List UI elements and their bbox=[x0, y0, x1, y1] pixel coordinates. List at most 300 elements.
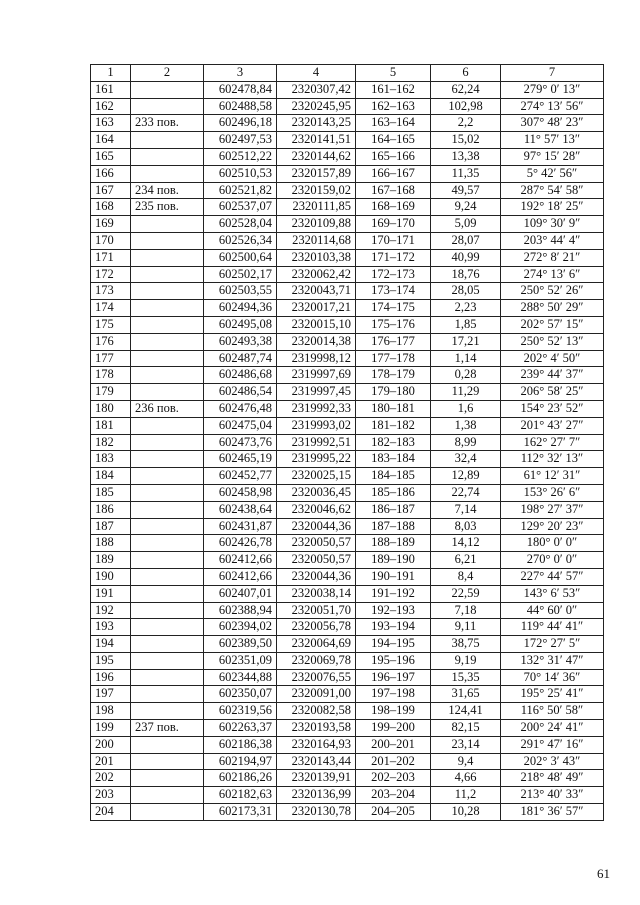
y-coordinate-cell: 2320069,78 bbox=[277, 652, 356, 669]
bearing-cell: 198° 27′ 37″ bbox=[501, 501, 604, 518]
length-cell: 18,76 bbox=[431, 266, 501, 283]
y-coordinate-cell: 2320015,10 bbox=[277, 316, 356, 333]
table-row bbox=[91, 619, 604, 636]
point-number-cell: 179 bbox=[91, 384, 131, 401]
table-row bbox=[91, 350, 604, 367]
bearing-cell: 143° 6′ 53″ bbox=[501, 585, 604, 602]
y-coordinate-cell: 2320109,88 bbox=[277, 216, 356, 233]
length-cell: 22,59 bbox=[431, 585, 501, 602]
turn-label-cell bbox=[131, 148, 204, 165]
length-cell: 11,35 bbox=[431, 165, 501, 182]
table-row bbox=[91, 804, 604, 821]
turn-label-cell bbox=[131, 552, 204, 569]
x-coordinate-cell: 602528,04 bbox=[204, 216, 277, 233]
bearing-cell: 112° 32′ 13″ bbox=[501, 451, 604, 468]
y-coordinate-cell: 2319998,12 bbox=[277, 350, 356, 367]
point-number-cell: 171 bbox=[91, 249, 131, 266]
y-coordinate-cell: 2320103,38 bbox=[277, 249, 356, 266]
segment-cell: 170–171 bbox=[356, 232, 431, 249]
segment-cell: 173–174 bbox=[356, 283, 431, 300]
length-cell: 6,21 bbox=[431, 552, 501, 569]
table-row bbox=[91, 266, 604, 283]
segment-cell: 165–166 bbox=[356, 148, 431, 165]
y-coordinate-cell: 2320143,44 bbox=[277, 753, 356, 770]
length-cell: 31,65 bbox=[431, 686, 501, 703]
segment-cell: 161–162 bbox=[356, 81, 431, 98]
table-row bbox=[91, 669, 604, 686]
table-row bbox=[91, 232, 604, 249]
table-row bbox=[91, 501, 604, 518]
table-row bbox=[91, 165, 604, 182]
x-coordinate-cell: 602465,19 bbox=[204, 451, 277, 468]
bearing-cell: 206° 58′ 25″ bbox=[501, 384, 604, 401]
table-row bbox=[91, 316, 604, 333]
y-coordinate-cell: 2319992,51 bbox=[277, 434, 356, 451]
x-coordinate-cell: 602487,74 bbox=[204, 350, 277, 367]
x-coordinate-cell: 602194,97 bbox=[204, 753, 277, 770]
table-row bbox=[91, 602, 604, 619]
bearing-cell: 116° 50′ 58″ bbox=[501, 703, 604, 720]
turn-label-cell bbox=[131, 652, 204, 669]
point-number-cell: 185 bbox=[91, 484, 131, 501]
turn-label-cell bbox=[131, 367, 204, 384]
length-cell: 12,89 bbox=[431, 468, 501, 485]
point-number-cell: 191 bbox=[91, 585, 131, 602]
point-number-cell: 193 bbox=[91, 619, 131, 636]
x-coordinate-cell: 602495,08 bbox=[204, 316, 277, 333]
length-cell: 2,2 bbox=[431, 115, 501, 132]
bearing-cell: 61° 12′ 31″ bbox=[501, 468, 604, 485]
point-number-cell: 196 bbox=[91, 669, 131, 686]
bearing-cell: 274° 13′ 56″ bbox=[501, 98, 604, 115]
length-cell: 17,21 bbox=[431, 333, 501, 350]
column-header: 5 bbox=[356, 65, 431, 82]
turn-label-cell bbox=[131, 232, 204, 249]
table-row bbox=[91, 216, 604, 233]
segment-cell: 186–187 bbox=[356, 501, 431, 518]
y-coordinate-cell: 2320141,51 bbox=[277, 132, 356, 149]
length-cell: 32,4 bbox=[431, 451, 501, 468]
x-coordinate-cell: 602388,94 bbox=[204, 602, 277, 619]
bearing-cell: 172° 27′ 5″ bbox=[501, 636, 604, 653]
point-number-cell: 176 bbox=[91, 333, 131, 350]
turn-label-cell bbox=[131, 98, 204, 115]
table-row bbox=[91, 703, 604, 720]
x-coordinate-cell: 602510,53 bbox=[204, 165, 277, 182]
length-cell: 82,15 bbox=[431, 720, 501, 737]
x-coordinate-cell: 602496,18 bbox=[204, 115, 277, 132]
segment-cell: 201–202 bbox=[356, 753, 431, 770]
segment-cell: 197–198 bbox=[356, 686, 431, 703]
turn-label-cell bbox=[131, 165, 204, 182]
table-row bbox=[91, 518, 604, 535]
table-row bbox=[91, 585, 604, 602]
y-coordinate-cell: 2320043,71 bbox=[277, 283, 356, 300]
turn-label-cell bbox=[131, 468, 204, 485]
point-number-cell: 189 bbox=[91, 552, 131, 569]
length-cell: 22,74 bbox=[431, 484, 501, 501]
table-row bbox=[91, 770, 604, 787]
column-header: 6 bbox=[431, 65, 501, 82]
x-coordinate-cell: 602503,55 bbox=[204, 283, 277, 300]
y-coordinate-cell: 2320130,78 bbox=[277, 804, 356, 821]
length-cell: 7,18 bbox=[431, 602, 501, 619]
segment-cell: 162–163 bbox=[356, 98, 431, 115]
y-coordinate-cell: 2320044,36 bbox=[277, 568, 356, 585]
y-coordinate-cell: 2320157,89 bbox=[277, 165, 356, 182]
table-row bbox=[91, 199, 604, 216]
turn-label-cell bbox=[131, 81, 204, 98]
x-coordinate-cell: 602186,26 bbox=[204, 770, 277, 787]
segment-cell: 196–197 bbox=[356, 669, 431, 686]
y-coordinate-cell: 2320082,58 bbox=[277, 703, 356, 720]
x-coordinate-cell: 602394,02 bbox=[204, 619, 277, 636]
y-coordinate-cell: 2320136,99 bbox=[277, 787, 356, 804]
point-number-cell: 173 bbox=[91, 283, 131, 300]
turn-label-cell: 237 пов. bbox=[131, 720, 204, 737]
point-number-cell: 199 bbox=[91, 720, 131, 737]
length-cell: 2,23 bbox=[431, 300, 501, 317]
turn-label-cell: 233 пов. bbox=[131, 115, 204, 132]
y-coordinate-cell: 2319993,02 bbox=[277, 417, 356, 434]
point-number-cell: 163 bbox=[91, 115, 131, 132]
bearing-cell: 272° 8′ 21″ bbox=[501, 249, 604, 266]
turn-label-cell bbox=[131, 266, 204, 283]
table-row bbox=[91, 417, 604, 434]
length-cell: 13,38 bbox=[431, 148, 501, 165]
point-number-cell: 174 bbox=[91, 300, 131, 317]
y-coordinate-cell: 2320046,62 bbox=[277, 501, 356, 518]
table-row bbox=[91, 787, 604, 804]
x-coordinate-cell: 602350,07 bbox=[204, 686, 277, 703]
table-row bbox=[91, 115, 604, 132]
segment-cell: 192–193 bbox=[356, 602, 431, 619]
table-row bbox=[91, 333, 604, 350]
y-coordinate-cell: 2320144,62 bbox=[277, 148, 356, 165]
y-coordinate-cell: 2320114,68 bbox=[277, 232, 356, 249]
segment-cell: 193–194 bbox=[356, 619, 431, 636]
y-coordinate-cell: 2320051,70 bbox=[277, 602, 356, 619]
table-row bbox=[91, 182, 604, 199]
x-coordinate-cell: 602493,38 bbox=[204, 333, 277, 350]
bearing-cell: 154° 23′ 52″ bbox=[501, 400, 604, 417]
segment-cell: 184–185 bbox=[356, 468, 431, 485]
y-coordinate-cell: 2320044,36 bbox=[277, 518, 356, 535]
length-cell: 9,11 bbox=[431, 619, 501, 636]
bearing-cell: 270° 0′ 0″ bbox=[501, 552, 604, 569]
segment-cell: 185–186 bbox=[356, 484, 431, 501]
point-number-cell: 194 bbox=[91, 636, 131, 653]
length-cell: 38,75 bbox=[431, 636, 501, 653]
turn-label-cell bbox=[131, 451, 204, 468]
length-cell: 10,28 bbox=[431, 804, 501, 821]
point-number-cell: 190 bbox=[91, 568, 131, 585]
turn-label-cell: 236 пов. bbox=[131, 400, 204, 417]
point-number-cell: 182 bbox=[91, 434, 131, 451]
point-number-cell: 203 bbox=[91, 787, 131, 804]
segment-cell: 187–188 bbox=[356, 518, 431, 535]
y-coordinate-cell: 2320307,42 bbox=[277, 81, 356, 98]
turn-label-cell bbox=[131, 770, 204, 787]
bearing-cell: 213° 40′ 33″ bbox=[501, 787, 604, 804]
bearing-cell: 202° 4′ 50″ bbox=[501, 350, 604, 367]
bearing-cell: 307° 48′ 23″ bbox=[501, 115, 604, 132]
turn-label-cell bbox=[131, 333, 204, 350]
y-coordinate-cell: 2320076,55 bbox=[277, 669, 356, 686]
x-coordinate-cell: 602521,82 bbox=[204, 182, 277, 199]
point-number-cell: 162 bbox=[91, 98, 131, 115]
turn-label-cell bbox=[131, 132, 204, 149]
bearing-cell: 202° 3′ 43″ bbox=[501, 753, 604, 770]
length-cell: 5,09 bbox=[431, 216, 501, 233]
length-cell: 11,2 bbox=[431, 787, 501, 804]
bearing-cell: 250° 52′ 13″ bbox=[501, 333, 604, 350]
column-header: 1 bbox=[91, 65, 131, 82]
table-row bbox=[91, 535, 604, 552]
x-coordinate-cell: 602438,64 bbox=[204, 501, 277, 518]
x-coordinate-cell: 602344,88 bbox=[204, 669, 277, 686]
table-row bbox=[91, 81, 604, 98]
turn-label-cell bbox=[131, 501, 204, 518]
table-row bbox=[91, 451, 604, 468]
bearing-cell: 44° 60′ 0″ bbox=[501, 602, 604, 619]
x-coordinate-cell: 602488,58 bbox=[204, 98, 277, 115]
bearing-cell: 181° 36′ 57″ bbox=[501, 804, 604, 821]
table-row bbox=[91, 132, 604, 149]
segment-cell: 183–184 bbox=[356, 451, 431, 468]
bearing-cell: 201° 43′ 27″ bbox=[501, 417, 604, 434]
x-coordinate-cell: 602426,78 bbox=[204, 535, 277, 552]
table-row bbox=[91, 468, 604, 485]
segment-cell: 180–181 bbox=[356, 400, 431, 417]
table-row bbox=[91, 636, 604, 653]
turn-label-cell bbox=[131, 417, 204, 434]
table-row bbox=[91, 367, 604, 384]
y-coordinate-cell: 2320159,02 bbox=[277, 182, 356, 199]
point-number-cell: 168 bbox=[91, 199, 131, 216]
bearing-cell: 288° 50′ 29″ bbox=[501, 300, 604, 317]
point-number-cell: 170 bbox=[91, 232, 131, 249]
y-coordinate-cell: 2319997,45 bbox=[277, 384, 356, 401]
point-number-cell: 186 bbox=[91, 501, 131, 518]
turn-label-cell bbox=[131, 283, 204, 300]
y-coordinate-cell: 2320111,85 bbox=[277, 199, 356, 216]
x-coordinate-cell: 602476,48 bbox=[204, 400, 277, 417]
segment-cell: 176–177 bbox=[356, 333, 431, 350]
turn-label-cell bbox=[131, 804, 204, 821]
point-number-cell: 183 bbox=[91, 451, 131, 468]
x-coordinate-cell: 602473,76 bbox=[204, 434, 277, 451]
point-number-cell: 187 bbox=[91, 518, 131, 535]
x-coordinate-cell: 602182,63 bbox=[204, 787, 277, 804]
length-cell: 62,24 bbox=[431, 81, 501, 98]
page-number: 61 bbox=[597, 866, 610, 881]
x-coordinate-cell: 602389,50 bbox=[204, 636, 277, 653]
point-number-cell: 181 bbox=[91, 417, 131, 434]
point-number-cell: 200 bbox=[91, 736, 131, 753]
y-coordinate-cell: 2320050,57 bbox=[277, 552, 356, 569]
length-cell: 0,28 bbox=[431, 367, 501, 384]
x-coordinate-cell: 602502,17 bbox=[204, 266, 277, 283]
bearing-cell: 5° 42′ 56″ bbox=[501, 165, 604, 182]
y-coordinate-cell: 2320193,58 bbox=[277, 720, 356, 737]
point-number-cell: 184 bbox=[91, 468, 131, 485]
x-coordinate-cell: 602431,87 bbox=[204, 518, 277, 535]
segment-cell: 202–203 bbox=[356, 770, 431, 787]
length-cell: 15,35 bbox=[431, 669, 501, 686]
x-coordinate-cell: 602537,07 bbox=[204, 199, 277, 216]
point-number-cell: 165 bbox=[91, 148, 131, 165]
turn-label-cell bbox=[131, 753, 204, 770]
turn-label-cell bbox=[131, 568, 204, 585]
length-cell: 1,6 bbox=[431, 400, 501, 417]
table-row bbox=[91, 249, 604, 266]
table-row bbox=[91, 568, 604, 585]
length-cell: 124,41 bbox=[431, 703, 501, 720]
y-coordinate-cell: 2320025,15 bbox=[277, 468, 356, 485]
turn-label-cell: 235 пов. bbox=[131, 199, 204, 216]
bearing-cell: 227° 44′ 57″ bbox=[501, 568, 604, 585]
length-cell: 8,03 bbox=[431, 518, 501, 535]
length-cell: 1,85 bbox=[431, 316, 501, 333]
segment-cell: 195–196 bbox=[356, 652, 431, 669]
turn-label-cell bbox=[131, 434, 204, 451]
point-number-cell: 166 bbox=[91, 165, 131, 182]
y-coordinate-cell: 2319997,69 bbox=[277, 367, 356, 384]
turn-label-cell bbox=[131, 484, 204, 501]
segment-cell: 172–173 bbox=[356, 266, 431, 283]
point-number-cell: 161 bbox=[91, 81, 131, 98]
turn-label-cell bbox=[131, 636, 204, 653]
length-cell: 4,66 bbox=[431, 770, 501, 787]
turn-label-cell bbox=[131, 316, 204, 333]
bearing-cell: 195° 25′ 41″ bbox=[501, 686, 604, 703]
x-coordinate-cell: 602412,66 bbox=[204, 552, 277, 569]
x-coordinate-cell: 602319,56 bbox=[204, 703, 277, 720]
bearing-cell: 11° 57′ 13″ bbox=[501, 132, 604, 149]
turn-label-cell bbox=[131, 736, 204, 753]
segment-cell: 177–178 bbox=[356, 350, 431, 367]
bearing-cell: 250° 52′ 26″ bbox=[501, 283, 604, 300]
table-row bbox=[91, 686, 604, 703]
bearing-cell: 109° 30′ 9″ bbox=[501, 216, 604, 233]
turn-label-cell bbox=[131, 787, 204, 804]
y-coordinate-cell: 2320091,00 bbox=[277, 686, 356, 703]
bearing-cell: 97° 15′ 28″ bbox=[501, 148, 604, 165]
turn-label-cell bbox=[131, 384, 204, 401]
coordinates-table bbox=[90, 64, 604, 821]
table-row bbox=[91, 148, 604, 165]
turn-label-cell bbox=[131, 703, 204, 720]
point-number-cell: 180 bbox=[91, 400, 131, 417]
point-number-cell: 175 bbox=[91, 316, 131, 333]
table-row bbox=[91, 720, 604, 737]
bearing-cell: 70° 14′ 36″ bbox=[501, 669, 604, 686]
length-cell: 7,14 bbox=[431, 501, 501, 518]
length-cell: 49,57 bbox=[431, 182, 501, 199]
x-coordinate-cell: 602475,04 bbox=[204, 417, 277, 434]
table-row bbox=[91, 753, 604, 770]
table-row bbox=[91, 300, 604, 317]
segment-cell: 164–165 bbox=[356, 132, 431, 149]
column-header: 3 bbox=[204, 65, 277, 82]
y-coordinate-cell: 2320245,95 bbox=[277, 98, 356, 115]
table-header-row bbox=[91, 65, 604, 82]
x-coordinate-cell: 602173,31 bbox=[204, 804, 277, 821]
table-row bbox=[91, 434, 604, 451]
length-cell: 8,4 bbox=[431, 568, 501, 585]
point-number-cell: 172 bbox=[91, 266, 131, 283]
y-coordinate-cell: 2320017,21 bbox=[277, 300, 356, 317]
turn-label-cell bbox=[131, 300, 204, 317]
point-number-cell: 192 bbox=[91, 602, 131, 619]
segment-cell: 194–195 bbox=[356, 636, 431, 653]
point-number-cell: 177 bbox=[91, 350, 131, 367]
bearing-cell: 239° 44′ 37″ bbox=[501, 367, 604, 384]
turn-label-cell bbox=[131, 602, 204, 619]
x-coordinate-cell: 602478,84 bbox=[204, 81, 277, 98]
y-coordinate-cell: 2320050,57 bbox=[277, 535, 356, 552]
segment-cell: 167–168 bbox=[356, 182, 431, 199]
point-number-cell: 204 bbox=[91, 804, 131, 821]
length-cell: 102,98 bbox=[431, 98, 501, 115]
segment-cell: 178–179 bbox=[356, 367, 431, 384]
bearing-cell: 119° 44′ 41″ bbox=[501, 619, 604, 636]
bearing-cell: 200° 24′ 41″ bbox=[501, 720, 604, 737]
segment-cell: 179–180 bbox=[356, 384, 431, 401]
length-cell: 9,4 bbox=[431, 753, 501, 770]
bearing-cell: 192° 18′ 25″ bbox=[501, 199, 604, 216]
length-cell: 11,29 bbox=[431, 384, 501, 401]
point-number-cell: 169 bbox=[91, 216, 131, 233]
y-coordinate-cell: 2320036,45 bbox=[277, 484, 356, 501]
turn-label-cell: 234 пов. bbox=[131, 182, 204, 199]
segment-cell: 169–170 bbox=[356, 216, 431, 233]
x-coordinate-cell: 602452,77 bbox=[204, 468, 277, 485]
point-number-cell: 178 bbox=[91, 367, 131, 384]
segment-cell: 203–204 bbox=[356, 787, 431, 804]
table-row bbox=[91, 98, 604, 115]
point-number-cell: 195 bbox=[91, 652, 131, 669]
length-cell: 9,19 bbox=[431, 652, 501, 669]
turn-label-cell bbox=[131, 216, 204, 233]
segment-cell: 199–200 bbox=[356, 720, 431, 737]
bearing-cell: 129° 20′ 23″ bbox=[501, 518, 604, 535]
length-cell: 9,24 bbox=[431, 199, 501, 216]
table-row bbox=[91, 400, 604, 417]
segment-cell: 163–164 bbox=[356, 115, 431, 132]
x-coordinate-cell: 602512,22 bbox=[204, 148, 277, 165]
x-coordinate-cell: 602486,54 bbox=[204, 384, 277, 401]
column-header: 4 bbox=[277, 65, 356, 82]
bearing-cell: 180° 0′ 0″ bbox=[501, 535, 604, 552]
table-body bbox=[91, 81, 604, 820]
x-coordinate-cell: 602494,36 bbox=[204, 300, 277, 317]
segment-cell: 181–182 bbox=[356, 417, 431, 434]
bearing-cell: 153° 26′ 6″ bbox=[501, 484, 604, 501]
turn-label-cell bbox=[131, 686, 204, 703]
turn-label-cell bbox=[131, 585, 204, 602]
x-coordinate-cell: 602186,38 bbox=[204, 736, 277, 753]
length-cell: 28,07 bbox=[431, 232, 501, 249]
y-coordinate-cell: 2319995,22 bbox=[277, 451, 356, 468]
y-coordinate-cell: 2320062,42 bbox=[277, 266, 356, 283]
point-number-cell: 188 bbox=[91, 535, 131, 552]
x-coordinate-cell: 602263,37 bbox=[204, 720, 277, 737]
turn-label-cell bbox=[131, 619, 204, 636]
length-cell: 23,14 bbox=[431, 736, 501, 753]
turn-label-cell bbox=[131, 350, 204, 367]
